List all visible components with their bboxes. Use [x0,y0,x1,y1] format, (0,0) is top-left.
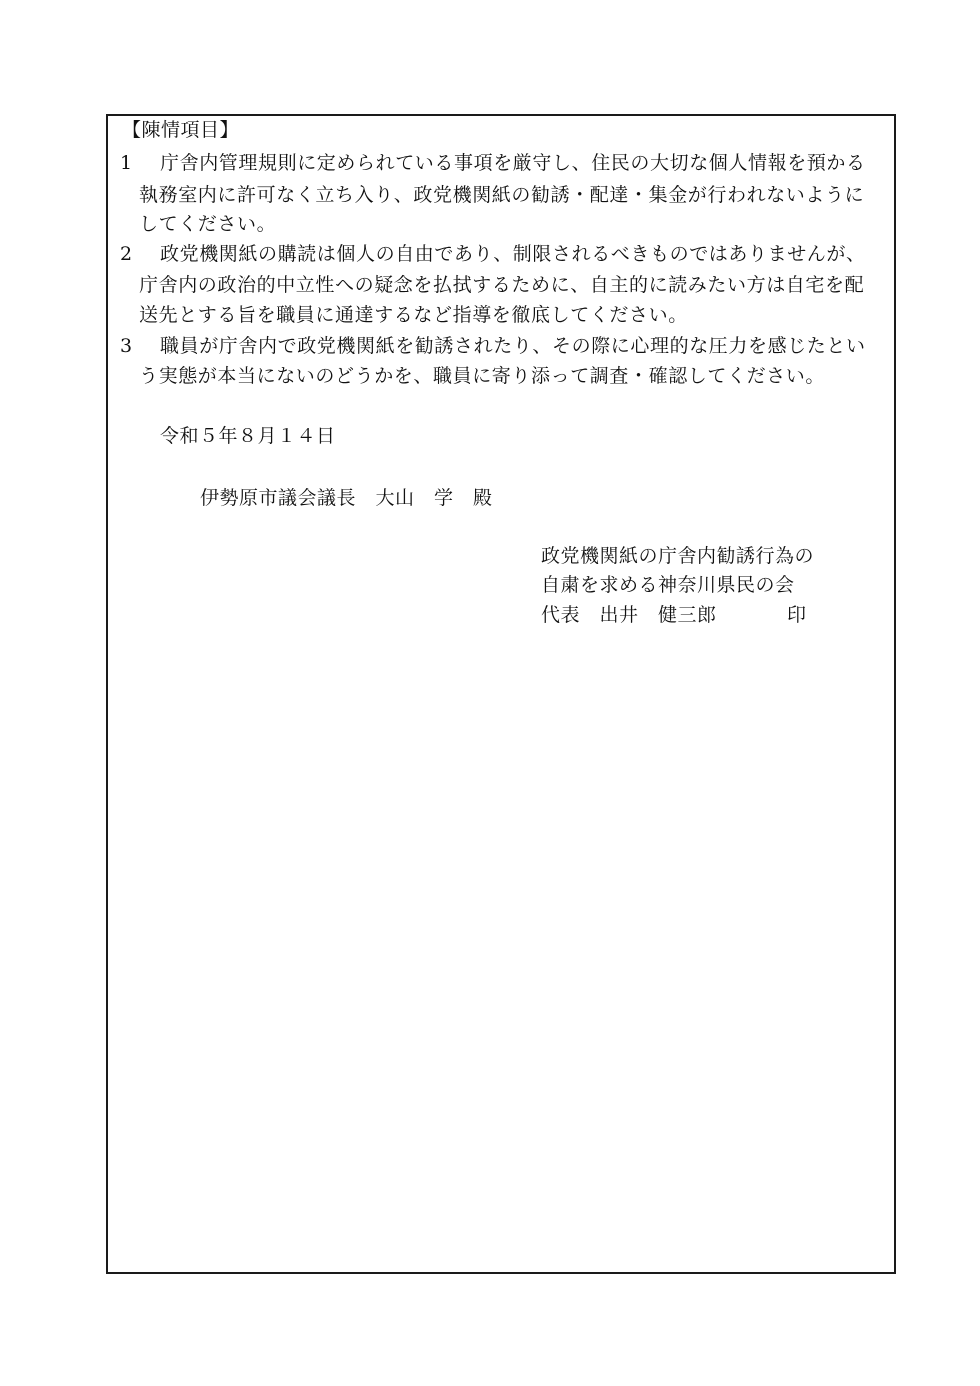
item-number: 2 [120,243,133,265]
document-date: 令和５年８月１４日 [160,425,336,447]
sender-org-line1: 政党機関紙の庁舎内勧誘行為の [541,545,815,567]
section-heading: 【陳情項目】 [122,119,240,141]
item-line: 送先とする旨を職員に通達するなど指導を徹底してください。 [139,304,688,326]
sender-representative: 代表 出井 健三郎 [541,604,717,626]
item-line: してください。 [139,213,277,235]
item-number: 1 [120,152,133,174]
item-number: 3 [120,335,133,357]
item-line: 職員が庁舎内で政党機関紙を勧誘されたり、その際に心理的な圧力を感じたとい [160,335,866,357]
seal-mark: 印 [787,604,807,626]
item-line: 政党機関紙の購読は個人の自由であり、制限されるべきものではありませんが、 [160,243,866,265]
addressee: 伊勢原市議会議長 大山 学 殿 [200,487,493,509]
sender-org-line2: 自粛を求める神奈川県民の会 [541,574,795,596]
item-line: う実態が本当にないのどうかを、職員に寄り添って調査・確認してください。 [139,365,826,387]
item-line: 庁舎内管理規則に定められている事項を厳守し、住民の大切な個人情報を預かる [160,152,866,174]
item-line: 庁舎内の政治的中立性への疑念を払拭するために、自主的に読みたい方は自宅を配 [139,274,865,296]
item-line: 執務室内に許可なく立ち入り、政党機関紙の勧誘・配達・集金が行われないように [139,184,865,206]
